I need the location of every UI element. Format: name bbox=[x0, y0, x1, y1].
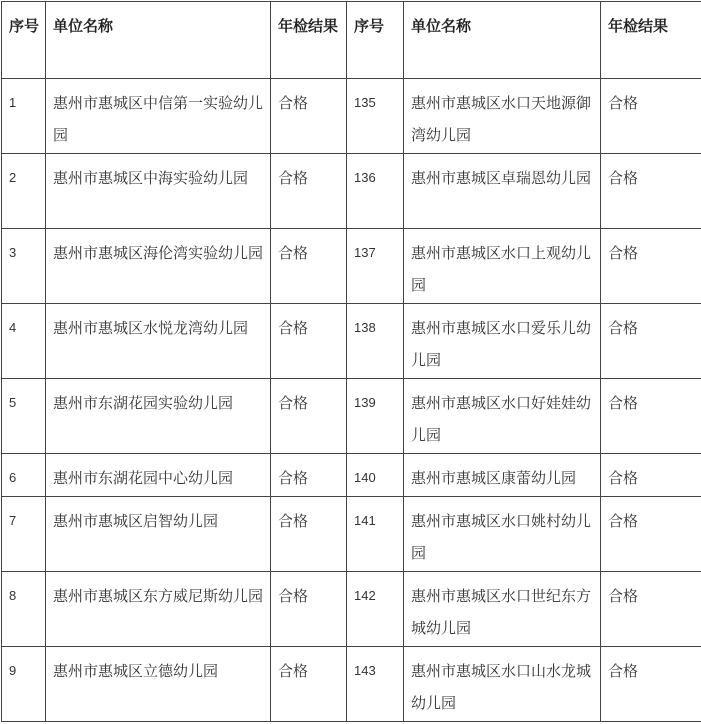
unit-name-left-cell: 惠州市惠城区水悦龙湾幼儿园 bbox=[46, 304, 271, 379]
header-seq-right: 序号 bbox=[347, 2, 404, 79]
seq-right-cell: 139 bbox=[347, 379, 404, 454]
unit-name-left-cell: 惠州市惠城区东方威尼斯幼儿园 bbox=[46, 572, 271, 647]
result-right-cell: 合格 bbox=[601, 154, 701, 229]
header-row bbox=[2, 2, 701, 79]
seq-right-cell: 138 bbox=[347, 304, 404, 379]
result-left-cell: 合格 bbox=[271, 154, 347, 229]
result-right-cell: 合格 bbox=[601, 497, 701, 572]
result-right-cell: 合格 bbox=[601, 79, 701, 154]
seq-left-cell: 5 bbox=[2, 379, 46, 454]
inspection-results-table bbox=[1, 1, 701, 722]
unit-name-right-cell: 惠州市惠城区水口好娃娃幼儿园 bbox=[404, 379, 601, 454]
result-right-cell: 合格 bbox=[601, 572, 701, 647]
header-name-left: 单位名称 bbox=[46, 2, 271, 79]
result-left-cell: 合格 bbox=[271, 497, 347, 572]
unit-name-right-cell: 惠州市惠城区卓瑞恩幼儿园 bbox=[404, 154, 601, 229]
seq-left-cell: 7 bbox=[2, 497, 46, 572]
result-left-cell: 合格 bbox=[271, 454, 347, 497]
result-left-cell: 合格 bbox=[271, 79, 347, 154]
seq-right-cell: 142 bbox=[347, 572, 404, 647]
result-left-cell: 合格 bbox=[271, 304, 347, 379]
result-left-cell: 合格 bbox=[271, 229, 347, 304]
result-left-cell: 合格 bbox=[271, 572, 347, 647]
table-row bbox=[2, 229, 701, 304]
seq-left-cell: 9 bbox=[2, 647, 46, 722]
header-result-left: 年检结果 bbox=[271, 2, 347, 79]
seq-right-cell: 135 bbox=[347, 79, 404, 154]
unit-name-left-cell: 惠州市东湖花园中心幼儿园 bbox=[46, 454, 271, 497]
table-row bbox=[2, 379, 701, 454]
seq-left-cell: 3 bbox=[2, 229, 46, 304]
unit-name-right-cell: 惠州市惠城区水口山水龙城幼儿园 bbox=[404, 647, 601, 722]
result-right-cell: 合格 bbox=[601, 229, 701, 304]
unit-name-right-cell: 惠州市惠城区水口世纪东方城幼儿园 bbox=[404, 572, 601, 647]
table-row bbox=[2, 497, 701, 572]
unit-name-left-cell: 惠州市东湖花园实验幼儿园 bbox=[46, 379, 271, 454]
unit-name-right-cell: 惠州市惠城区水口姚村幼儿园 bbox=[404, 497, 601, 572]
result-right-cell: 合格 bbox=[601, 454, 701, 497]
unit-name-left-cell: 惠州市惠城区中海实验幼儿园 bbox=[46, 154, 271, 229]
unit-name-left-cell: 惠州市惠城区中信第一实验幼儿园 bbox=[46, 79, 271, 154]
seq-right-cell: 143 bbox=[347, 647, 404, 722]
unit-name-left-cell: 惠州市惠城区启智幼儿园 bbox=[46, 497, 271, 572]
seq-right-cell: 140 bbox=[347, 454, 404, 497]
unit-name-right-cell: 惠州市惠城区水口爱乐儿幼儿园 bbox=[404, 304, 601, 379]
table-row bbox=[2, 454, 701, 497]
table-row bbox=[2, 154, 701, 229]
table-row bbox=[2, 572, 701, 647]
header-seq-left: 序号 bbox=[2, 2, 46, 79]
result-left-cell: 合格 bbox=[271, 647, 347, 722]
table-row bbox=[2, 647, 701, 722]
seq-left-cell: 2 bbox=[2, 154, 46, 229]
table-row bbox=[2, 304, 701, 379]
unit-name-right-cell: 惠州市惠城区康蕾幼儿园 bbox=[404, 454, 601, 497]
unit-name-right-cell: 惠州市惠城区水口天地源御湾幼儿园 bbox=[404, 79, 601, 154]
result-left-cell: 合格 bbox=[271, 379, 347, 454]
seq-left-cell: 1 bbox=[2, 79, 46, 154]
seq-left-cell: 4 bbox=[2, 304, 46, 379]
unit-name-right-cell: 惠州市惠城区水口上观幼儿园 bbox=[404, 229, 601, 304]
seq-right-cell: 137 bbox=[347, 229, 404, 304]
unit-name-left-cell: 惠州市惠城区海伦湾实验幼儿园 bbox=[46, 229, 271, 304]
seq-left-cell: 6 bbox=[2, 454, 46, 497]
header-result-right: 年检结果 bbox=[601, 2, 701, 79]
result-right-cell: 合格 bbox=[601, 379, 701, 454]
seq-right-cell: 141 bbox=[347, 497, 404, 572]
result-right-cell: 合格 bbox=[601, 647, 701, 722]
seq-left-cell: 8 bbox=[2, 572, 46, 647]
unit-name-left-cell: 惠州市惠城区立德幼儿园 bbox=[46, 647, 271, 722]
result-right-cell: 合格 bbox=[601, 304, 701, 379]
seq-right-cell: 136 bbox=[347, 154, 404, 229]
table-row bbox=[2, 79, 701, 154]
header-name-right: 单位名称 bbox=[404, 2, 601, 79]
